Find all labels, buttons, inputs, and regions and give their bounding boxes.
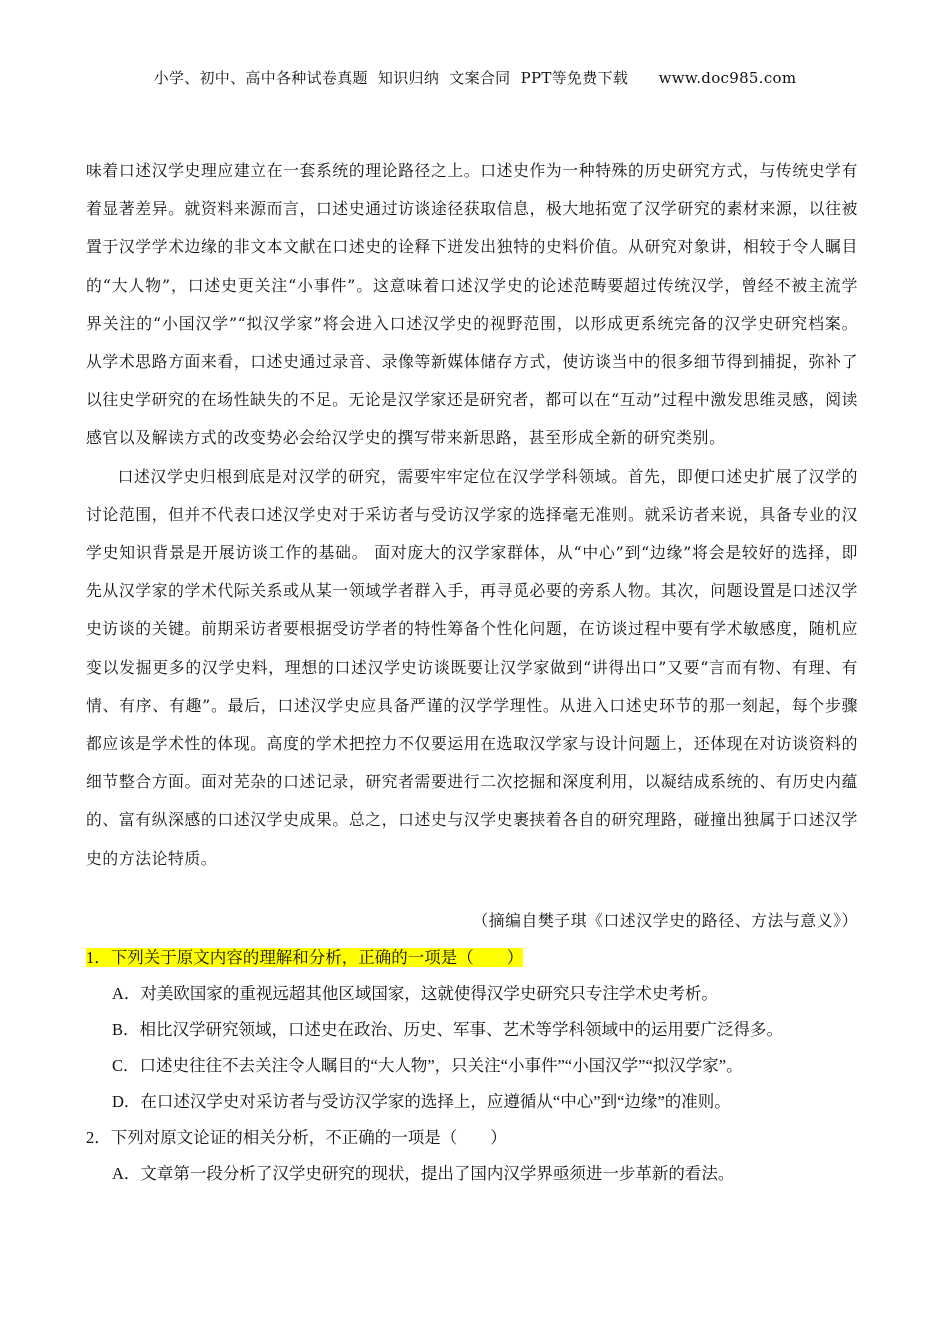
question-1-option-c: C．口述史往往不去关注令人瞩目的“大人物”，只关注“小事件”“小国汉学”“拟汉学家”。 [112,1056,743,1075]
question-1-stem [86,944,876,972]
question-1-option-d: D．在口述汉学史对采访者与受访汉学家的选择上，应遵循从“中心”到“边缘”的准则。 [112,1092,731,1111]
question-1-option-a: A．对美欧国家的重视远超其他区域国家，这就使得汉学史研究只专注学术史考析。 [112,984,718,1003]
passage-paragraph-1: 味着口述汉学史理应建立在一套系统的理论路径之上。口述史作为一种特殊的历史研究方式，与传统史学有着显著差异。就资料来源而言，口述史通过访谈途径获取信息，极大地拓宽了汉学研究的素材来源，以往被置于汉学学术边缘的非文本文献在口述史的诠释下迸发出独特的史料价值。从研究对象讲，相较于令人瞩目的“大人物”，口述史更关注“小事件”。这意味着口述汉学史的论述范畴要超过传统汉学，曾经不被主流学界关注的“小国汉学”“拟汉学家”将会进入口述汉学史的视野范围，以形成更系统完备的汉学史研究档案。从学术思路方面来看，口述史通过录音、录像等新媒体储存方式，使访谈当中的很多细节得到捕捉，弥补了以往史学研究的在场性缺失的不足。无论是汉学家还是研究者，都可以在“互动”过程中激发思维灵感，阅读感官以及解读方式的改变势必会给汉学史的撰写带来新思路，甚至形成全新的研究类别。 [86,161,858,448]
question-list [86,944,876,1188]
passage-source: （摘编自樊子琪《口述汉学史的路径、方法与意义》） [472,911,858,930]
question-2-stem: 2．下列对原文论证的相关分析，不正确的一项是（ ） [86,1128,507,1147]
page-header: 小学、初中、高中各种试卷真题 知识归纳 文案合同 PPT等免费下载 www.doc985.com [153,69,797,87]
passage-paragraph-2: 口述汉学史归根到底是对汉学的研究，需要牢牢定位在汉学学科领域。首先，即便口述史扩展了汉学的讨论范围，但并不代表口述汉学史对于采访者与受访汉学家的选择毫无准则。就采访者来说，具备专业的汉学史知识背景是开展访谈工作的基础。 面对庞大的汉学家群体，从“中心”到“边缘”将会是较好的选择，即先从汉学家的学术代际关系或从某一领域学者群入手，再寻觅必要的旁系人物。其次，问题设置是口述汉学史访谈的关键。前期采访者要根据受访学者的特性筹备个性化问题，在访谈过程中要有学术敏感度，随机应变以发掘更多的汉学史料，理想的口述汉学史访谈既要让汉学家做到“讲得出口”又要“言而有物、有理、有情、有序、有趣”。最后，口述汉学史应具备严谨的汉学学理性。从进入口述史环节的那一刻起，每个步骤都应该是学术性的体现。高度的学术把控力不仅要运用在选取汉学家与设计问题上，还体现在对访谈资料的细节整合方面。面对芜杂的口述记录，研究者需要进行二次挖掘和深度利用，以凝结成系统的、有历史内蕴的、富有纵深感的口述汉学史成果。总之，口述史与汉学史裹挟着各自的研究理路，碰撞出独属于口述汉学史的方法论特质。 [86,466,858,868]
question-1-stem-text: 1．下列关于原文内容的理解和分析，正确的一项是（ ） [86,948,524,967]
question-1-option-b: B．相比汉学研究领域，口述史在政治、历史、军事、艺术等学科领域中的运用要广泛得多。 [112,1020,784,1039]
reading-passage [86,152,858,878]
question-2-option-a: A．文章第一段分析了汉学史研究的现状，提出了国内汉学界亟须进一步革新的看法。 [112,1164,735,1183]
